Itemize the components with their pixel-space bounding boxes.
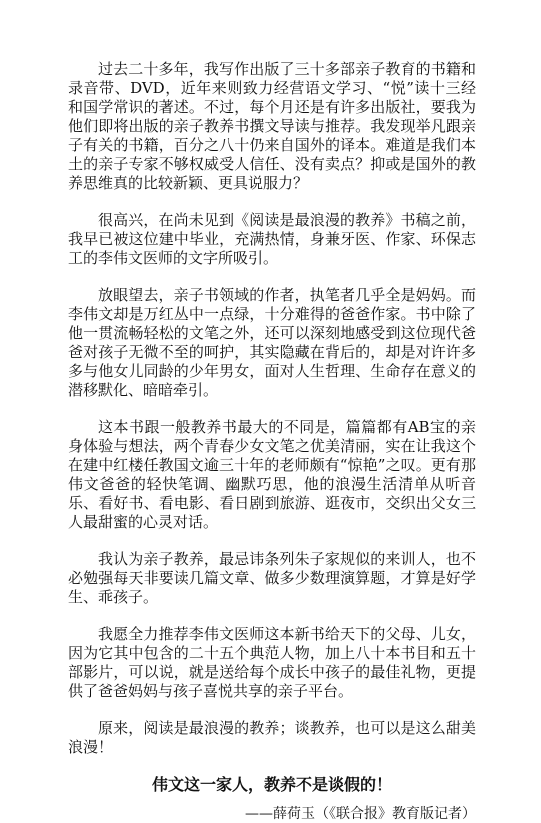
slogan-heading: 伟文这一家人，教养不是谈假的！ [151,775,392,794]
paragraph-7: 原来，阅读是最浪漫的教养；谈教养，也可以是这么甜美浪漫！ [68,719,476,756]
paragraph-6: 我愿全力推荐李伟文医师这本新书给天下的父母、儿女，因为它其中包含的二十五个典范人物，加上八十本书目和五十部影片，可以说，就是送给每个成长中孩子的最佳礼物，更提供了爸爸妈妈与孩子喜悦共享的亲子平台。 [68,625,476,700]
paragraph-5: 我认为亲子教养，最忌讳条列朱子家规似的来训人，也不必勉强每天非要读几篇文章、做多少数理演算题，才算是好学生、乖孩子。 [68,550,476,606]
paragraph-4: 这本书跟一般教养书最大的不同是，篇篇都有AB宝的亲身体验与想法，两个青春少女文笔之优美清丽，实在让我这个在建中红楼任教国文逾三十年的老师颇有“惊艳”之叹。更有那伟文爸爸的轻快笔调、幽默巧思，他的浪漫生活清单从听音乐、看好书、看电影、看日剧到旅游、逛夜市，交织出父女三人最甜蜜的心灵对话。 [68,418,476,531]
paragraph-2: 很高兴，在尚未见到《阅读是最浪漫的教养》书稿之前，我早已被这位建中毕业，充满热情，身兼牙医、作家、环保志工的李伟文医师的文字所吸引。 [68,211,476,267]
article-body [68,60,476,823]
author-signature: ——薛荷玉（《联合报》教育版记者） [245,806,476,822]
paragraph-3: 放眼望去，亲子书领域的作者，执笔者几乎全是妈妈。而李伟文却是万红丛中一点绿，十分难得的爸爸作家。书中除了他一贯流畅轻松的文笔之外，还可以深刻地感受到这位现代爸爸对孩子无微不至的呵护，其实隐藏在背后的，却是对许许多多与他女儿同龄的少年男女，面对人生哲理、生命存在意义的潜移默化、暗暗牵引。 [68,286,476,399]
paragraph-1: 过去二十多年，我写作出版了三十多部亲子教育的书籍和录音带、DVD，近年来则致力经营语文学习、“悦”读十三经和国学常识的著述。不过，每个月还是有许多出版社，要我为他们即将出版的亲子教养书撰文导读与推荐。我发现举凡跟亲子有关的书籍，百分之八十仍来自国外的译本。难道是我们本土的亲子专家不够权威受人信任、没有卖点？抑或是国外的教养思维真的比较新颖、更具说服力？ [68,60,476,192]
